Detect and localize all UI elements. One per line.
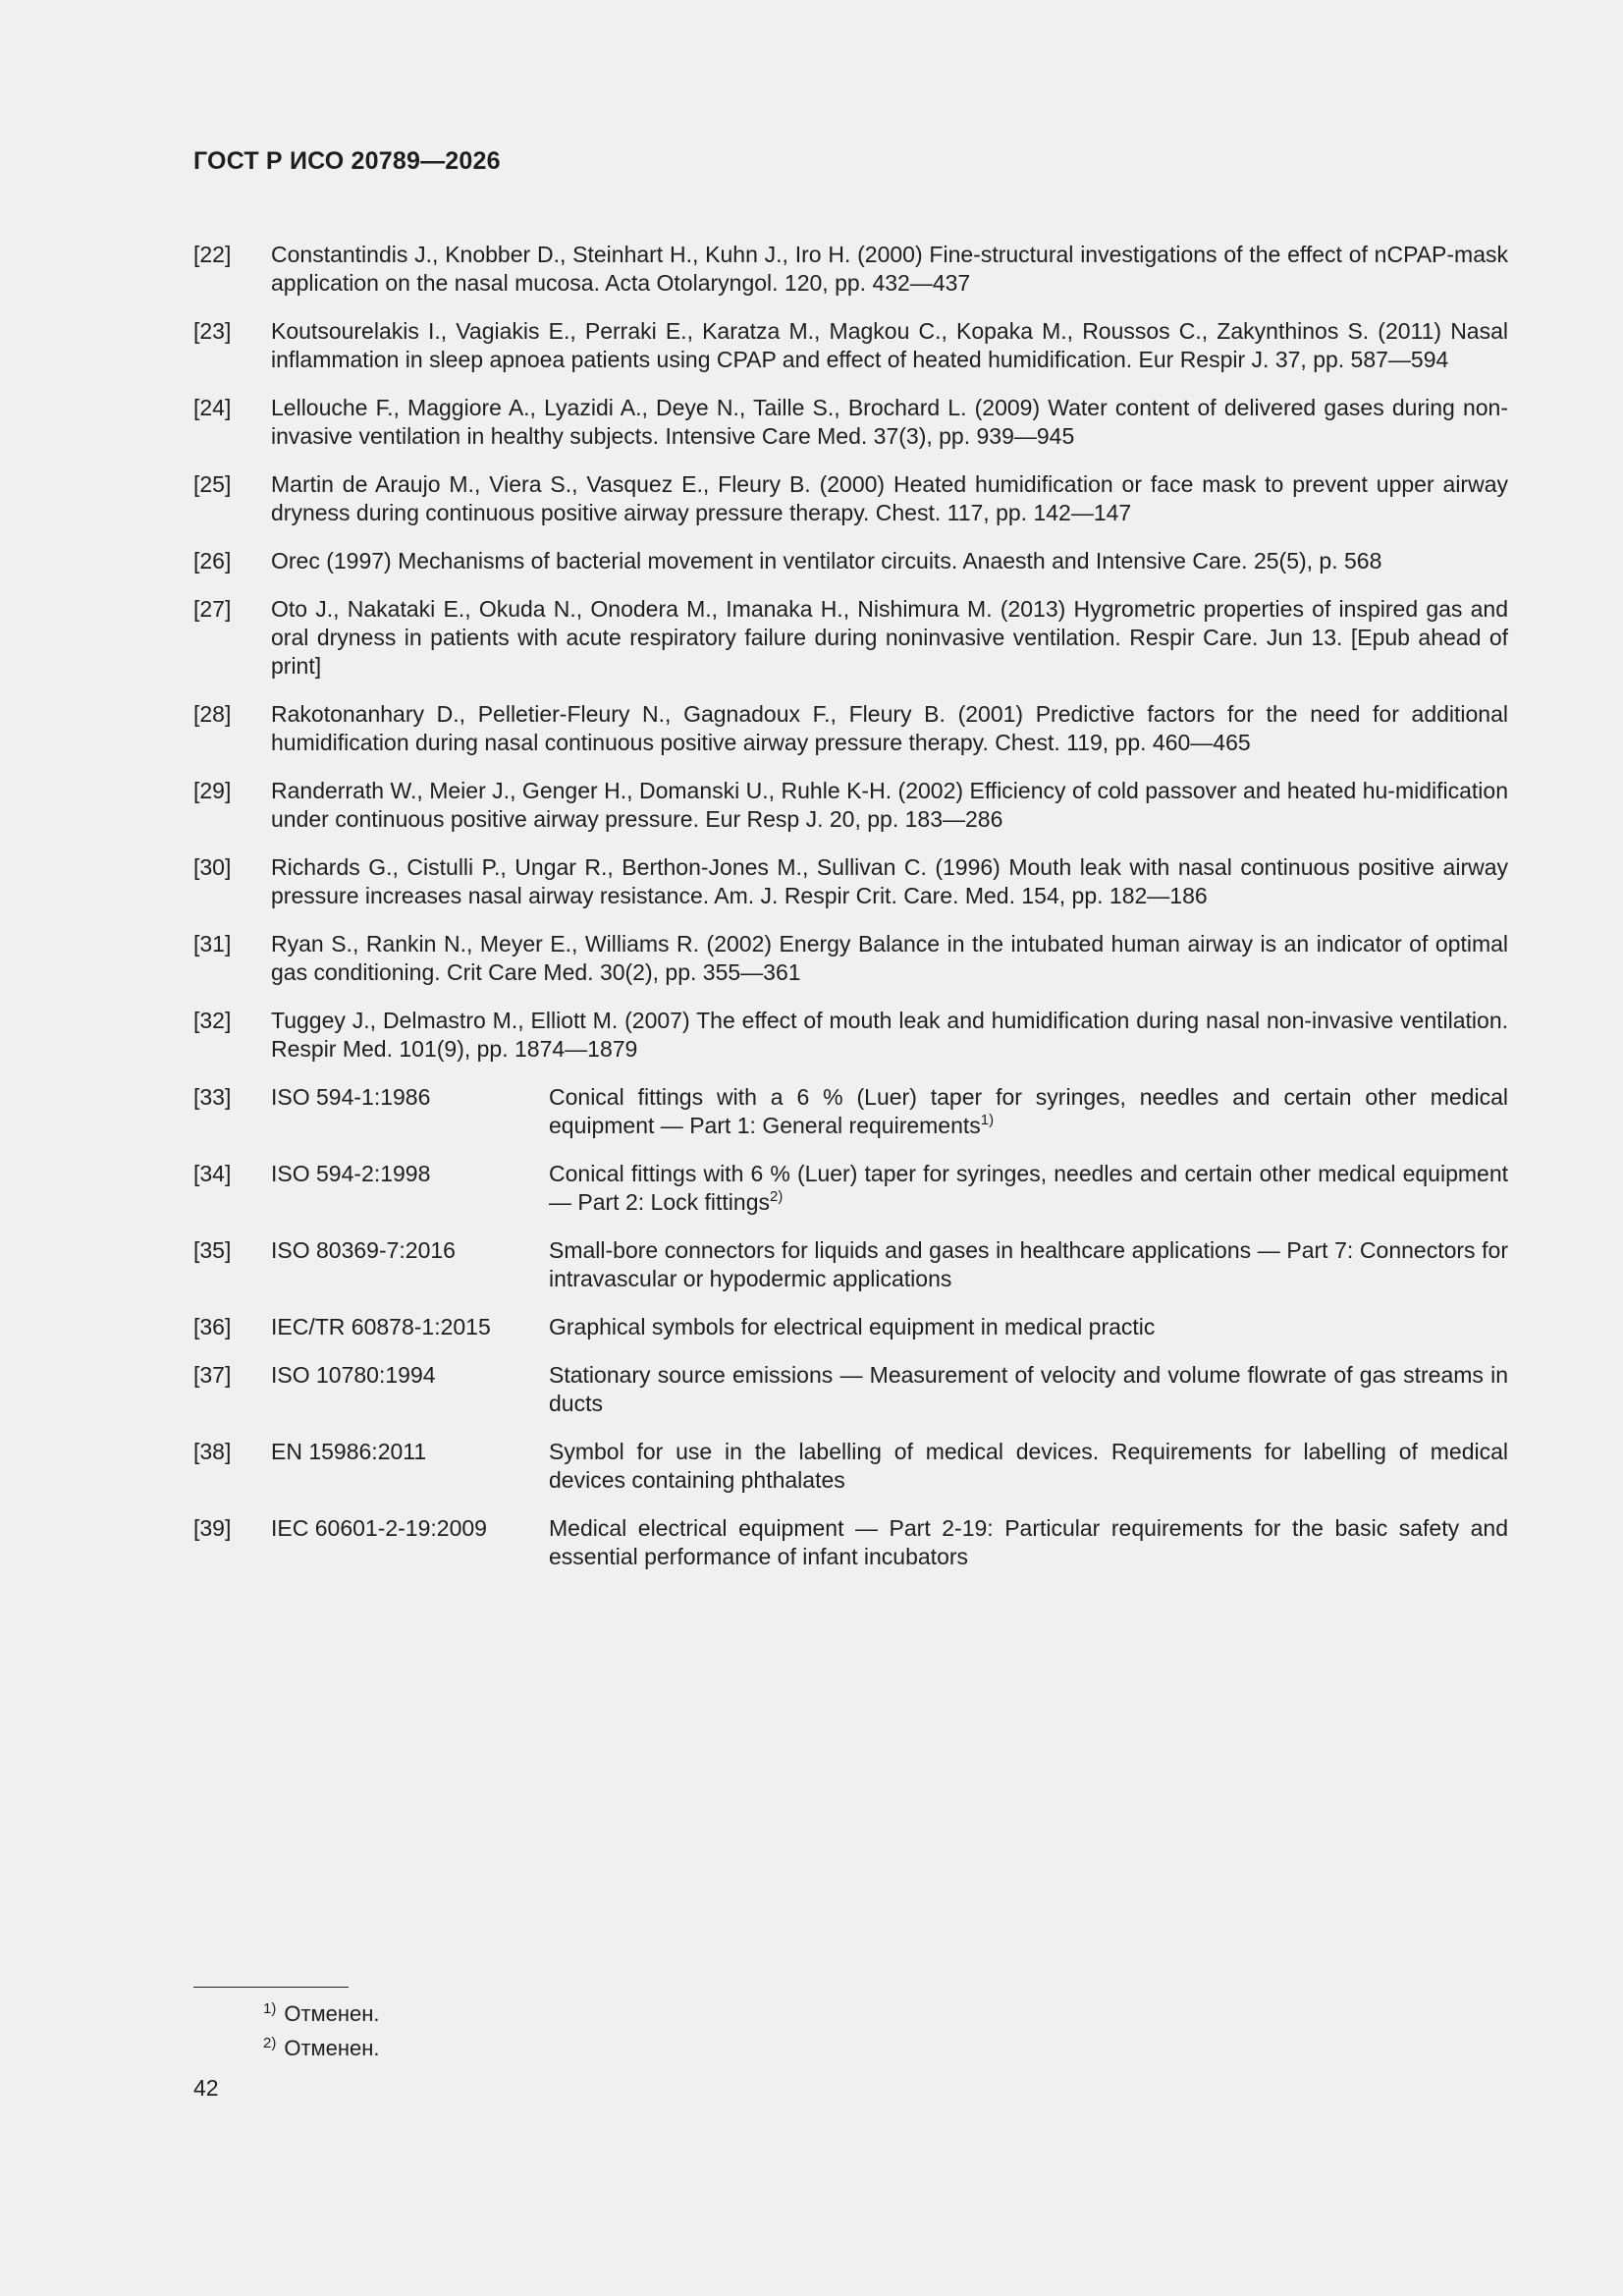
footnote-text: Отменен.	[284, 2036, 380, 2060]
reference-item	[193, 470, 1508, 527]
reference-text: Constantindis J., Knobber D., Steinhart H., Kuhn J., Iro H. (2000) Fine-structural investigations of the effect of nCPAP-mask application on the nasal mucosa. Acta Otolaryngol. 120, pp. 432—437	[271, 242, 1508, 296]
reference-text: Koutsourelakis I., Vagiakis E., Perraki E., Karatza M., Magkou C., Kopaka M., Roussos C., Zakynthinos S. (2011) Nasal inflammation in sleep apnoea patients using CPAP and effect of heated humidification. Eur Respir J. 37, pp. 587—594	[271, 318, 1508, 372]
standard-title-text: Conical fittings with a 6 % (Luer) taper for syringes, needles and certain other medical equipment — Part 1: General requirements	[549, 1084, 1508, 1138]
reference-text: Randerrath W., Meier J., Genger H., Domanski U., Ruhle K-H. (2002) Efficiency of cold passover and heated hu-midification under continuous positive airway pressure. Eur Resp J. 20, pp. 183—286	[271, 778, 1508, 832]
standard-item	[193, 1160, 1508, 1217]
document-header: ГОСТ Р ИСО 20789—2026	[193, 147, 501, 175]
reference-number: [35]	[193, 1237, 232, 1263]
standard-item	[193, 1438, 1508, 1495]
footnote-item	[263, 1996, 380, 2031]
standard-item	[193, 1361, 1508, 1418]
reference-number: [34]	[193, 1161, 232, 1186]
reference-number: [31]	[193, 931, 232, 957]
standard-code: ISO 80369-7:2016	[271, 1237, 456, 1263]
reference-text: Richards G., Cistulli P., Ungar R., Berthon-Jones M., Sullivan C. (1996) Mouth leak with nasal continuous positive airway pressure increases nasal airway resistance. Am. J. Respir Crit. Care. Med. 154, pp. 182—186	[271, 854, 1508, 908]
page-number: 42	[193, 2075, 219, 2101]
standard-item	[193, 1083, 1508, 1140]
standard-title: Small-bore connectors for liquids and gases in healthcare applications — Part 7: Connectors for intravascular or hypodermic applications	[549, 1237, 1508, 1291]
footnote-mark: 2)	[263, 2035, 277, 2051]
reference-text: Oto J., Nakataki E., Okuda N., Onodera M., Imanaka H., Nishimura M. (2013) Hygrometric properties of inspired gas and oral dryness in patients with acute respiratory failure during noninvasive ventilation. Respir Care. Jun 13. [Epub ahead of print]	[271, 596, 1508, 679]
reference-text: Ryan S., Rankin N., Meyer E., Williams R. (2002) Energy Balance in the intubated human airway is an indicator of optimal gas conditioning. Crit Care Med. 30(2), pp. 355—361	[271, 931, 1508, 985]
reference-item	[193, 1007, 1508, 1064]
reference-text: Rakotonanhary D., Pelletier-Fleury N., Gagnadoux F., Fleury B. (2001) Predictive factors for the need for additional humidification during nasal continuous positive airway pressure therapy. Chest. 119, pp. 460—465	[271, 701, 1508, 755]
standard-title-text: Conical fittings with 6 % (Luer) taper for syringes, needles and certain other medical equipment — Part 2: Lock fittings	[549, 1161, 1508, 1215]
standard-title: Stationary source emissions — Measurement of velocity and volume flowrate of gas streams in ducts	[549, 1362, 1508, 1416]
reference-number: [24]	[193, 395, 232, 420]
reference-number: [32]	[193, 1008, 232, 1033]
standard-code: IEC 60601-2-19:2009	[271, 1515, 487, 1541]
bibliography	[193, 241, 1508, 1591]
footnote-ref: 2)	[769, 1188, 784, 1205]
reference-number: [28]	[193, 701, 232, 727]
footnote-divider	[193, 1987, 349, 1988]
reference-number: [38]	[193, 1439, 232, 1464]
standard-title: Medical electrical equipment — Part 2-19: Particular requirements for the basic safety and essential performance of infant incubators	[549, 1515, 1508, 1569]
standard-code: ISO 594-1:1986	[271, 1084, 431, 1110]
standard-code: IEC/TR 60878-1:2015	[271, 1314, 491, 1339]
reference-text: Tuggey J., Delmastro M., Elliott M. (2007) The effect of mouth leak and humidification during nasal non-invasive ventilation. Respir Med. 101(9), pp. 1874—1879	[271, 1008, 1508, 1062]
footnote-mark: 1)	[263, 2000, 277, 2017]
reference-number: [39]	[193, 1515, 232, 1541]
standard-code: ISO 10780:1994	[271, 1362, 436, 1388]
footnote-ref: 1)	[980, 1112, 995, 1128]
reference-item	[193, 394, 1508, 451]
standard-item	[193, 1236, 1508, 1293]
reference-number: [33]	[193, 1084, 232, 1110]
footnotes	[263, 1996, 380, 2065]
reference-item	[193, 930, 1508, 987]
reference-item	[193, 777, 1508, 834]
reference-number: [37]	[193, 1362, 232, 1388]
reference-item	[193, 700, 1508, 757]
reference-item	[193, 241, 1508, 298]
standard-title: Symbol for use in the labelling of medical devices. Requirements for labelling of medical devices containing phthalates	[549, 1439, 1508, 1493]
standard-item	[193, 1514, 1508, 1571]
reference-number: [29]	[193, 778, 232, 803]
standard-item	[193, 1313, 1508, 1341]
reference-item	[193, 853, 1508, 910]
reference-item	[193, 595, 1508, 681]
reference-number: [25]	[193, 471, 232, 497]
reference-number: [22]	[193, 242, 232, 267]
standard-code: EN 15986:2011	[271, 1439, 427, 1464]
reference-number: [27]	[193, 596, 232, 622]
reference-item	[193, 317, 1508, 374]
footnote-item	[263, 2031, 380, 2065]
footnote-text: Отменен.	[284, 2001, 380, 2026]
reference-text: Lellouche F., Maggiore A., Lyazidi A., Deye N., Taille S., Brochard L. (2009) Water content of delivered gases during non-invasive ventilation in healthy subjects. Intensive Care Med. 37(3), pp. 939—945	[271, 395, 1508, 449]
reference-text: Orec (1997) Mechanisms of bacterial movement in ventilator circuits. Anaesth and Intensive Care. 25(5), p. 568	[271, 548, 1382, 574]
standard-title: Graphical symbols for electrical equipment in medical practic	[549, 1314, 1156, 1339]
reference-number: [30]	[193, 854, 232, 880]
reference-item	[193, 547, 1508, 575]
reference-number: [26]	[193, 548, 232, 574]
standard-code: ISO 594-2:1998	[271, 1161, 431, 1186]
reference-number: [36]	[193, 1314, 232, 1339]
standard-title	[549, 1083, 1508, 1140]
reference-number: [23]	[193, 318, 232, 344]
standard-title	[549, 1160, 1508, 1217]
reference-text: Martin de Araujo M., Viera S., Vasquez E., Fleury B. (2000) Heated humidification or face mask to prevent upper airway dryness during continuous positive airway pressure therapy. Chest. 117, pp. 142—147	[271, 471, 1508, 525]
